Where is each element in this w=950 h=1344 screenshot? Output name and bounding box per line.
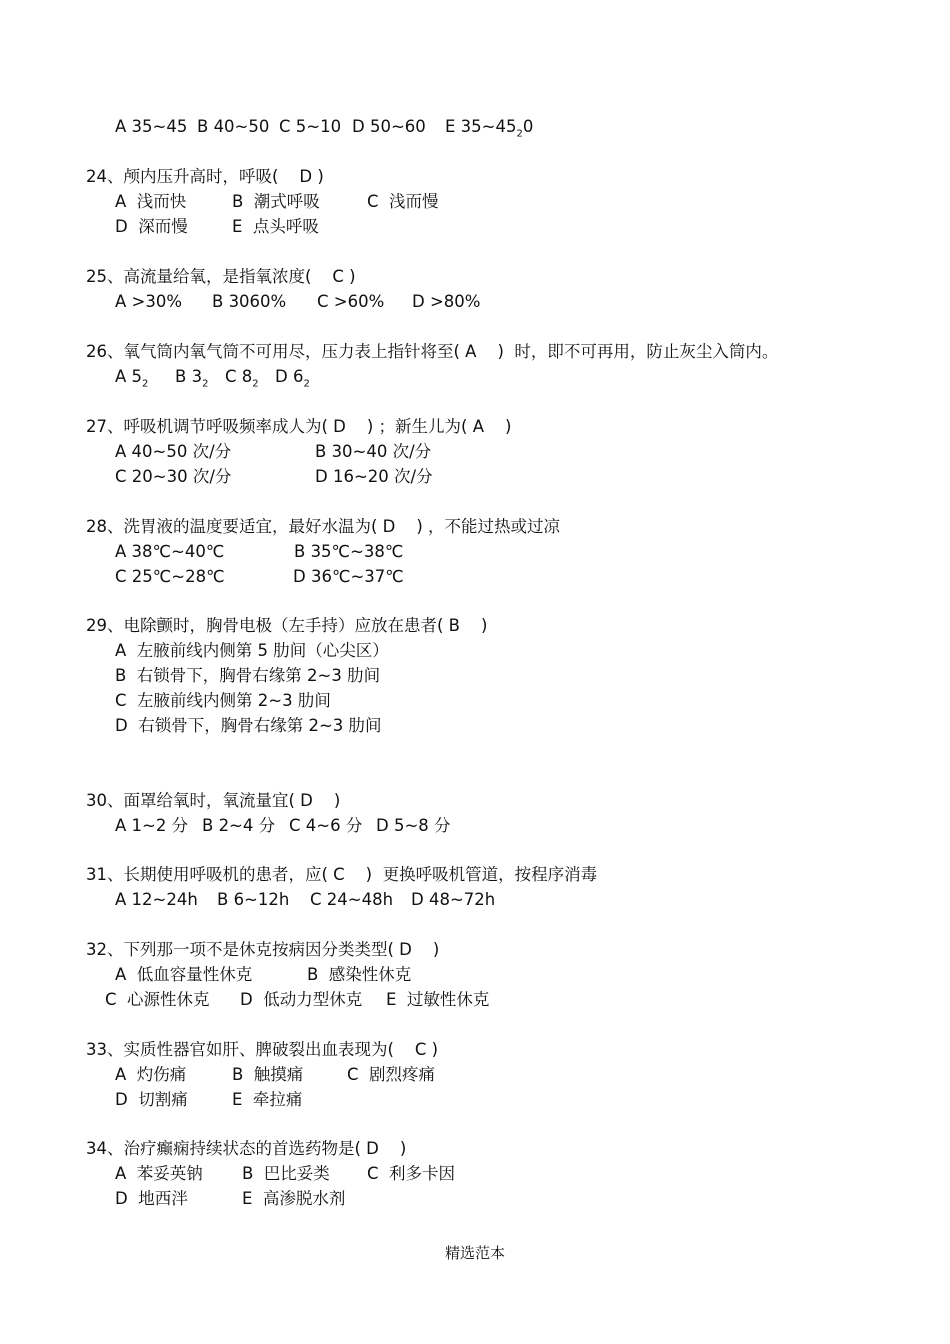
option-text: D 5~8 分 xyxy=(376,816,451,835)
option-text: D >80% xyxy=(412,292,481,311)
option-text: D 36℃~37℃ xyxy=(293,567,404,586)
page-footer: 精选范本 xyxy=(444,1244,505,1262)
option-text: B 40~50 xyxy=(197,117,270,136)
question-text: 31、长期使用呼吸机的患者，应( C ) 更换呼吸机管道，按程序消毒 xyxy=(86,865,598,884)
option-text: B 2~4 分 xyxy=(202,816,276,835)
option-text: B 35℃~38℃ xyxy=(294,542,404,561)
option-text: D 切割痛 xyxy=(115,1090,188,1109)
option-text: A 低血容量性休克 xyxy=(115,965,253,984)
option-text: B 6~12h xyxy=(217,890,290,909)
option-text: C 24~48h xyxy=(310,890,394,909)
option-text: C 5~10 xyxy=(279,117,342,136)
question-text: 25、高流量给氧，是指氧浓度( C ) xyxy=(86,267,356,286)
subscript: 2 xyxy=(303,378,310,390)
subscript: 2 xyxy=(252,378,259,390)
option-text: A 12~24h xyxy=(115,890,198,909)
subscript: 2 xyxy=(202,378,209,390)
option-text: E 牵拉痛 xyxy=(232,1090,303,1109)
option-text: A 左腋前线内侧第 5 肋间（心尖区） xyxy=(115,641,389,660)
option-text: B 巴比妥类 xyxy=(242,1164,330,1183)
option-text: D 48~72h xyxy=(411,890,496,909)
option-text: E $35\sim 45_20$ xyxy=(445,117,534,140)
option-text: A 1~2 分 xyxy=(115,816,189,835)
option-text: E 高渗脱水剂 xyxy=(242,1189,346,1208)
option-text: B 3060% xyxy=(212,292,287,311)
option-text: C 浅而慢 xyxy=(367,192,439,211)
question-text: 24、颅内压升高时，呼吸( D ) xyxy=(86,167,324,186)
question-text: 32、下列那一项不是休克按病因分类类型( D ) xyxy=(86,940,440,959)
option-text: C 20~30 次/分 xyxy=(115,467,232,486)
option-text: C 左腋前线内侧第 2~3 肋间 xyxy=(115,691,331,710)
question-text: 33、实质性器官如肝、脾破裂出血表现为( C ) xyxy=(86,1040,439,1059)
option-text: C $8_2$ xyxy=(225,367,259,390)
option-text: B 感染性休克 xyxy=(307,965,412,984)
option-text: C 利多卡因 xyxy=(367,1164,456,1183)
option-text: A 35~45 xyxy=(115,117,188,136)
subscript: 2 xyxy=(142,378,149,390)
option-text: B 触摸痛 xyxy=(232,1065,304,1084)
option-text: A >30% xyxy=(115,292,183,311)
question-text: 34、治疗癫痫持续状态的首选药物是( D ) xyxy=(86,1139,407,1158)
option-text: A $5_2$ xyxy=(115,367,149,390)
option-text: D 16~20 次/分 xyxy=(315,467,433,486)
option-text: D 地西泮 xyxy=(115,1189,188,1208)
option-text: A 灼伤痛 xyxy=(115,1065,187,1084)
option-text: C 4~6 分 xyxy=(289,816,363,835)
option-text: D 右锁骨下，胸骨右缘第 2~3 肋间 xyxy=(115,716,382,735)
option-text: A 38℃~40℃ xyxy=(115,542,225,561)
question-text: 28、洗胃液的温度要适宜，最好水温为( D ) ，不能过热或过凉 xyxy=(86,517,561,536)
option-text: B $3_2$ xyxy=(175,367,209,390)
option-text: E 过敏性休克 xyxy=(386,990,490,1009)
option-text: D 深而慢 xyxy=(115,217,188,236)
option-text: D $6_2$ xyxy=(275,367,310,390)
option-text: B 30~40 次/分 xyxy=(315,442,432,461)
option-text: A 苯妥英钠 xyxy=(115,1164,203,1183)
option-text: D 低动力型休克 xyxy=(240,990,363,1009)
option-text: C 心源性休克 xyxy=(105,990,210,1009)
option-text: A 40~50 次/分 xyxy=(115,442,232,461)
trailing-text: 0 xyxy=(522,117,534,136)
option-text: B 右锁骨下，胸骨右缘第 2~3 肋间 xyxy=(115,666,381,685)
question-text: 30、面罩给氧时，氧流量宜( D ) xyxy=(86,791,341,810)
subscript: 2 xyxy=(516,128,523,140)
option-text: A 浅而快 xyxy=(115,192,187,211)
option-text: D 50~60 xyxy=(352,117,426,136)
option-text: C 剧烈疼痛 xyxy=(347,1065,436,1084)
option-text: C >60% xyxy=(317,292,385,311)
question-text: 26、氧气筒内氧气筒不可用尽，压力表上指针将至( A ) 时，即不可再用，防止灰尘入筒内。 xyxy=(86,342,779,361)
option-text: E 点头呼吸 xyxy=(232,217,319,236)
question-text: 27、呼吸机调节呼吸频率成人为( D ) ；新生儿为( A ) xyxy=(86,417,512,436)
option-text: B 潮式呼吸 xyxy=(232,192,320,211)
question-text: 29、电除颤时，胸骨电极（左手持）应放在患者( B ) xyxy=(86,616,488,635)
option-text: C 25℃~28℃ xyxy=(115,567,225,586)
